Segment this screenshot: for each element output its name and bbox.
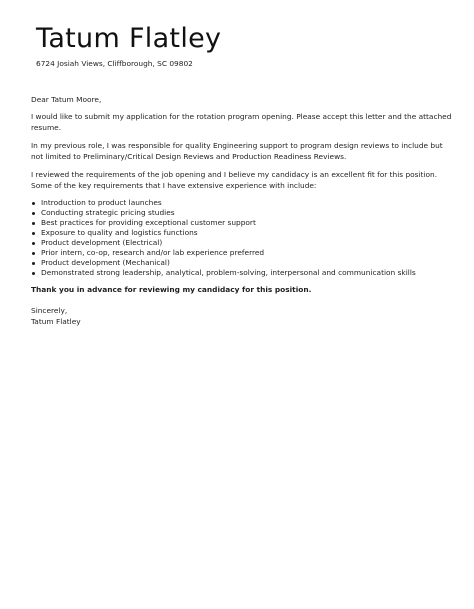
list-item [31,248,456,258]
letter-body [31,94,456,327]
list-item-text: Exposure to quality and logistics functions [41,228,198,237]
bullet-icon [32,252,35,255]
list-item-text: Prior intern, co-op, research and/or lab experience preferred [41,248,265,257]
list-item [31,218,456,228]
list-item-text: Introduction to product launches [41,198,162,207]
bullet-icon [32,262,35,265]
list-item [31,258,456,268]
requirements-list [31,198,456,278]
bullet-icon [32,242,35,245]
bullet-icon [32,212,35,215]
paragraph-intro: I would like to submit my application for the rotation program opening. Please accept this letter and the attached resume. [31,112,452,132]
list-item [31,228,456,238]
bullet-icon [32,232,35,235]
bullet-icon [32,222,35,225]
list-item [31,208,456,218]
paragraph-experience: In my previous role, I was responsible for quality Engineering support to program design reviews to include but not limited to Preliminary/Critical Design Reviews and Production Readiness Reviews. [31,141,443,161]
signoff-block [31,305,456,327]
closing: Sincerely, [31,306,68,315]
list-item-text: Demonstrated strong leadership, analytical, problem-solving, interpersonal and communication skills [41,268,416,277]
bullet-icon [32,202,35,205]
salutation: Dear Tatum Moore, [31,95,102,104]
thanks-line: Thank you in advance for reviewing my candidacy for this position. [31,285,312,294]
list-item [31,238,456,248]
list-item-text: Best practices for providing exceptional customer support [41,218,256,227]
list-item [31,268,456,278]
list-item-text: Conducting strategic pricing studies [41,208,175,217]
list-item-text: Product development (Mechanical) [41,258,170,267]
list-item [31,198,456,208]
bullet-icon [32,272,35,275]
paragraph-requirements: I reviewed the requirements of the job opening and I believe my candidacy is an excellent fit for this position. Some of the key requirements that I have extensive experience with include: [31,170,438,190]
applicant-name: Tatum Flatley [36,23,222,54]
list-item-text: Product development (Electrical) [41,238,163,247]
signature-name: Tatum Flatley [31,317,81,326]
applicant-address: 6724 Josiah Views, Cliffborough, SC 09802 [36,59,193,68]
